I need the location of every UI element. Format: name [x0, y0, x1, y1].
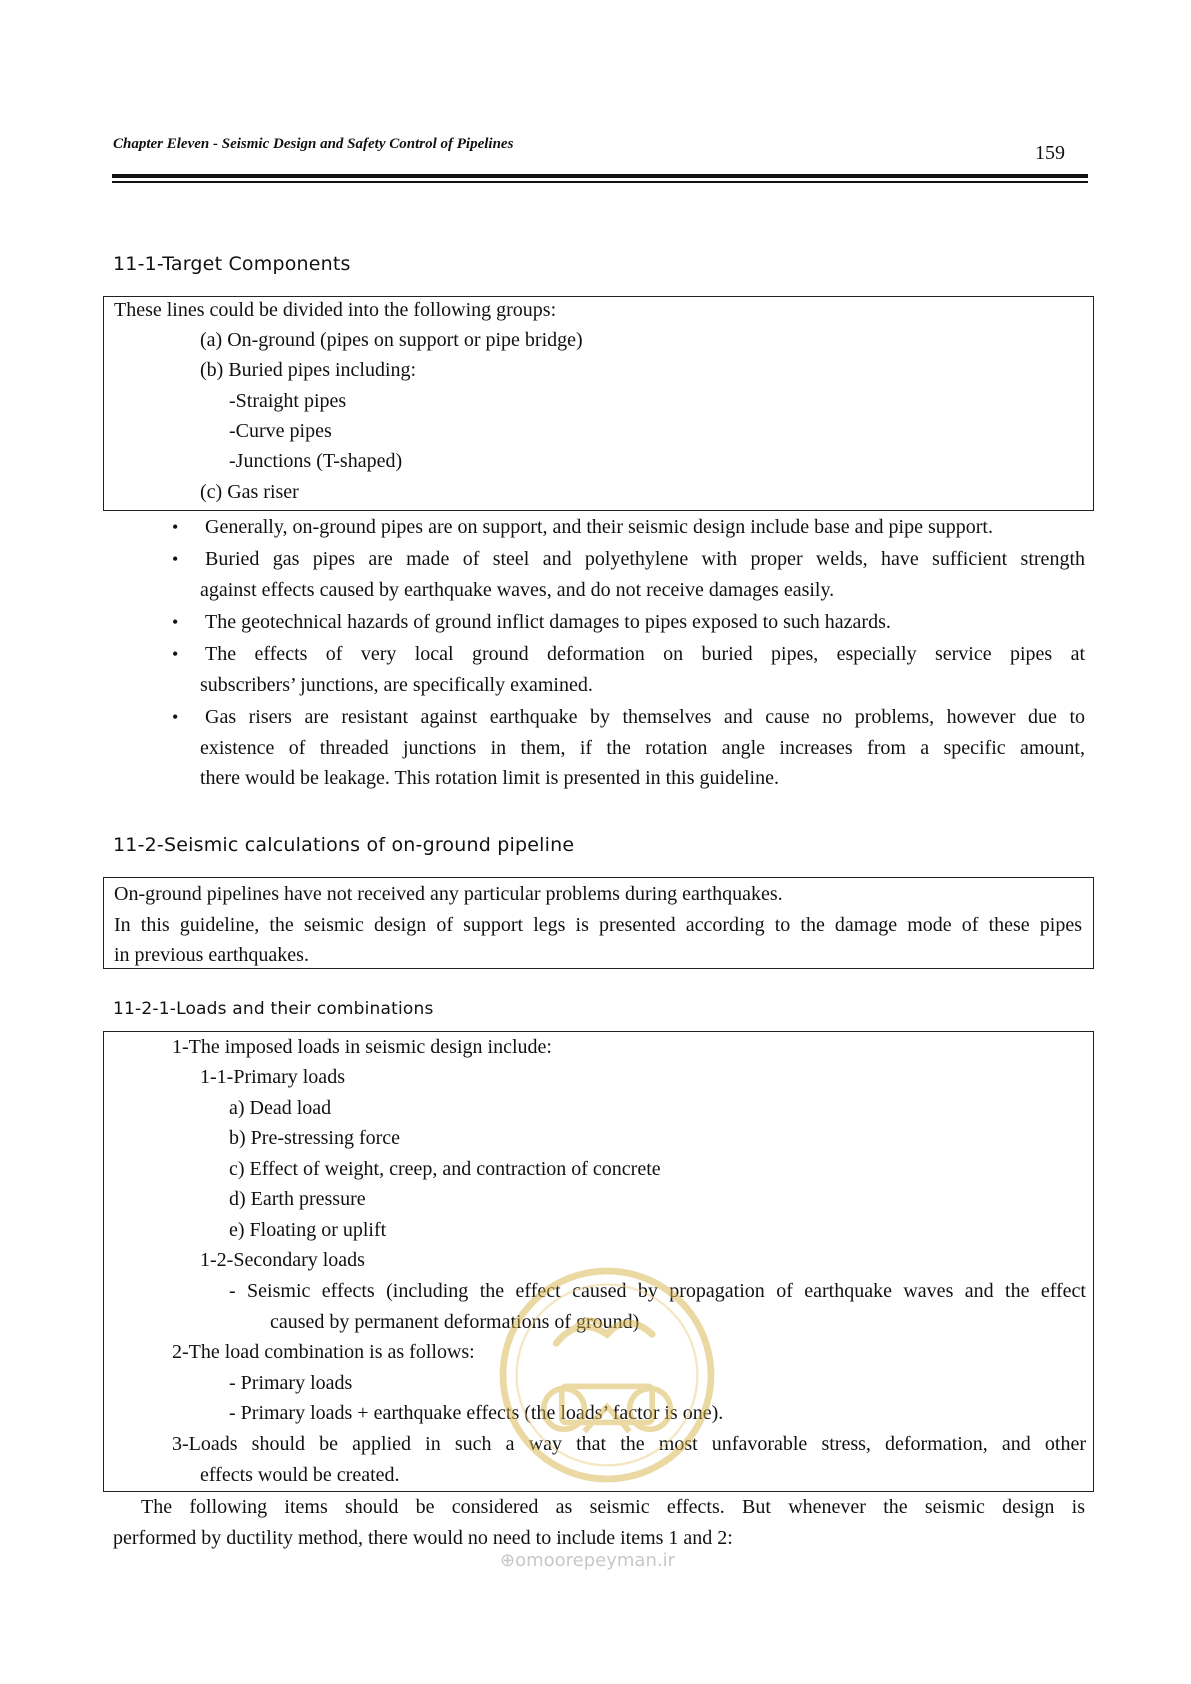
on-ground-pipelines-box	[103, 877, 1094, 969]
bullet-item	[200, 639, 1085, 700]
globe-icon: ⊕	[500, 1550, 516, 1571]
bullet-dot: •	[172, 517, 179, 537]
box-line: 1-2-Secondary loads	[200, 1249, 365, 1271]
box-line: in previous earthquakes.	[114, 944, 309, 966]
box-line: On-ground pipelines have not received any particular problems during earthquakes.	[114, 883, 783, 905]
bullet-line: existence of threaded junctions in them, if the rotation angle increases from a specific amount,	[200, 736, 1085, 759]
bullet-line: against effects caused by earthquake waves, and do not receive damages easily.	[200, 578, 835, 601]
box-line: caused by permanent deformations of ground)	[270, 1310, 640, 1333]
bullet-item	[200, 512, 1085, 543]
bullet-dot: •	[172, 707, 179, 727]
box-line: These lines could be divided into the following groups:	[114, 299, 557, 321]
box-line: 1-The imposed loads in seismic design include:	[172, 1036, 552, 1058]
bullet-dot: •	[172, 549, 179, 569]
box-line: 3-Loads should be applied in such a way that the most unfavorable stress, deformation, and other	[172, 1433, 1086, 1455]
box-line: - Primary loads	[229, 1372, 353, 1394]
box-line: c) Effect of weight, creep, and contraction of concrete	[229, 1158, 661, 1180]
box-line: (b) Buried pipes including:	[200, 359, 417, 381]
box-line: -Curve pipes	[229, 420, 332, 442]
box-line: e) Floating or uplift	[229, 1219, 387, 1241]
box-line: (c) Gas riser	[200, 481, 299, 503]
box-line: (a) On-ground (pipes on support or pipe bridge)	[200, 329, 583, 351]
bullet-item	[200, 544, 1085, 605]
box-line: a) Dead load	[229, 1097, 332, 1119]
bullet-item	[200, 607, 1085, 638]
closing-paragraph	[113, 1492, 1085, 1553]
bullet-item	[200, 702, 1085, 794]
box-line: d) Earth pressure	[229, 1188, 366, 1210]
bullet-line: there would be leakage. This rotation limit is presented in this guideline.	[200, 767, 779, 789]
watermark-seal-logo	[494, 1262, 720, 1488]
bullet-line: Generally, on-ground pipes are on support, and their seismic design include base and pipe support.	[205, 516, 993, 538]
box-line: 1-1-Primary loads	[200, 1066, 345, 1088]
section-heading-target-components: 11-1-Target Components	[113, 253, 351, 275]
section-heading-seismic-calculations: 11-2-Seismic calculations of on-ground pipeline	[113, 834, 575, 856]
running-head: Chapter Eleven - Seismic Design and Safety Control of Pipelines	[113, 136, 514, 152]
box-line: - Seismic effects (including the effect caused by propagation of earthquake waves and the effect	[229, 1280, 1086, 1302]
box-line: -Straight pipes	[229, 390, 347, 412]
box-line: b) Pre-stressing force	[229, 1127, 401, 1149]
box-line: -Junctions (T-shaped)	[229, 450, 403, 472]
page-number: 159	[1035, 142, 1065, 164]
box-paragraph	[114, 879, 1082, 971]
header-rule-thin	[112, 181, 1088, 183]
box-line: In this guideline, the seismic design of support legs is presented according to the damage mode of these pipes	[114, 913, 1082, 936]
section-heading-loads: 11-2-1-Loads and their combinations	[113, 999, 434, 1019]
box-line: - Primary loads + earthquake effects (the loads’ factor is one).	[229, 1402, 724, 1424]
watermark-website-text: omoorepeyman.ir	[515, 1550, 675, 1571]
box-line: effects would be created.	[200, 1463, 400, 1486]
bullet-dot: •	[172, 644, 179, 664]
paragraph-line: The following items should be considered as seismic effects. But whenever the seismic design is	[141, 1496, 1085, 1518]
bullet-line: The effects of very local ground deformation on buried pipes, especially service pipes at	[205, 643, 1085, 665]
bullet-line: Gas risers are resistant against earthquake by themselves and cause no problems, however due to	[205, 706, 1085, 728]
box-line: 2-The load combination is as follows:	[172, 1341, 475, 1363]
bullet-line: The geotechnical hazards of ground inflict damages to pipes exposed to such hazards.	[205, 611, 891, 633]
paragraph-line: performed by ductility method, there would no need to include items 1 and 2:	[113, 1526, 733, 1549]
target-components-box	[103, 296, 1094, 511]
bullet-line: subscribers’ junctions, are specifically examined.	[200, 673, 593, 696]
bullet-dot: •	[172, 612, 179, 632]
header-rule-thick	[112, 174, 1088, 178]
bullet-line: Buried gas pipes are made of steel and polyethylene with proper welds, have sufficient strength	[205, 548, 1085, 570]
watermark-website	[500, 1550, 675, 1571]
